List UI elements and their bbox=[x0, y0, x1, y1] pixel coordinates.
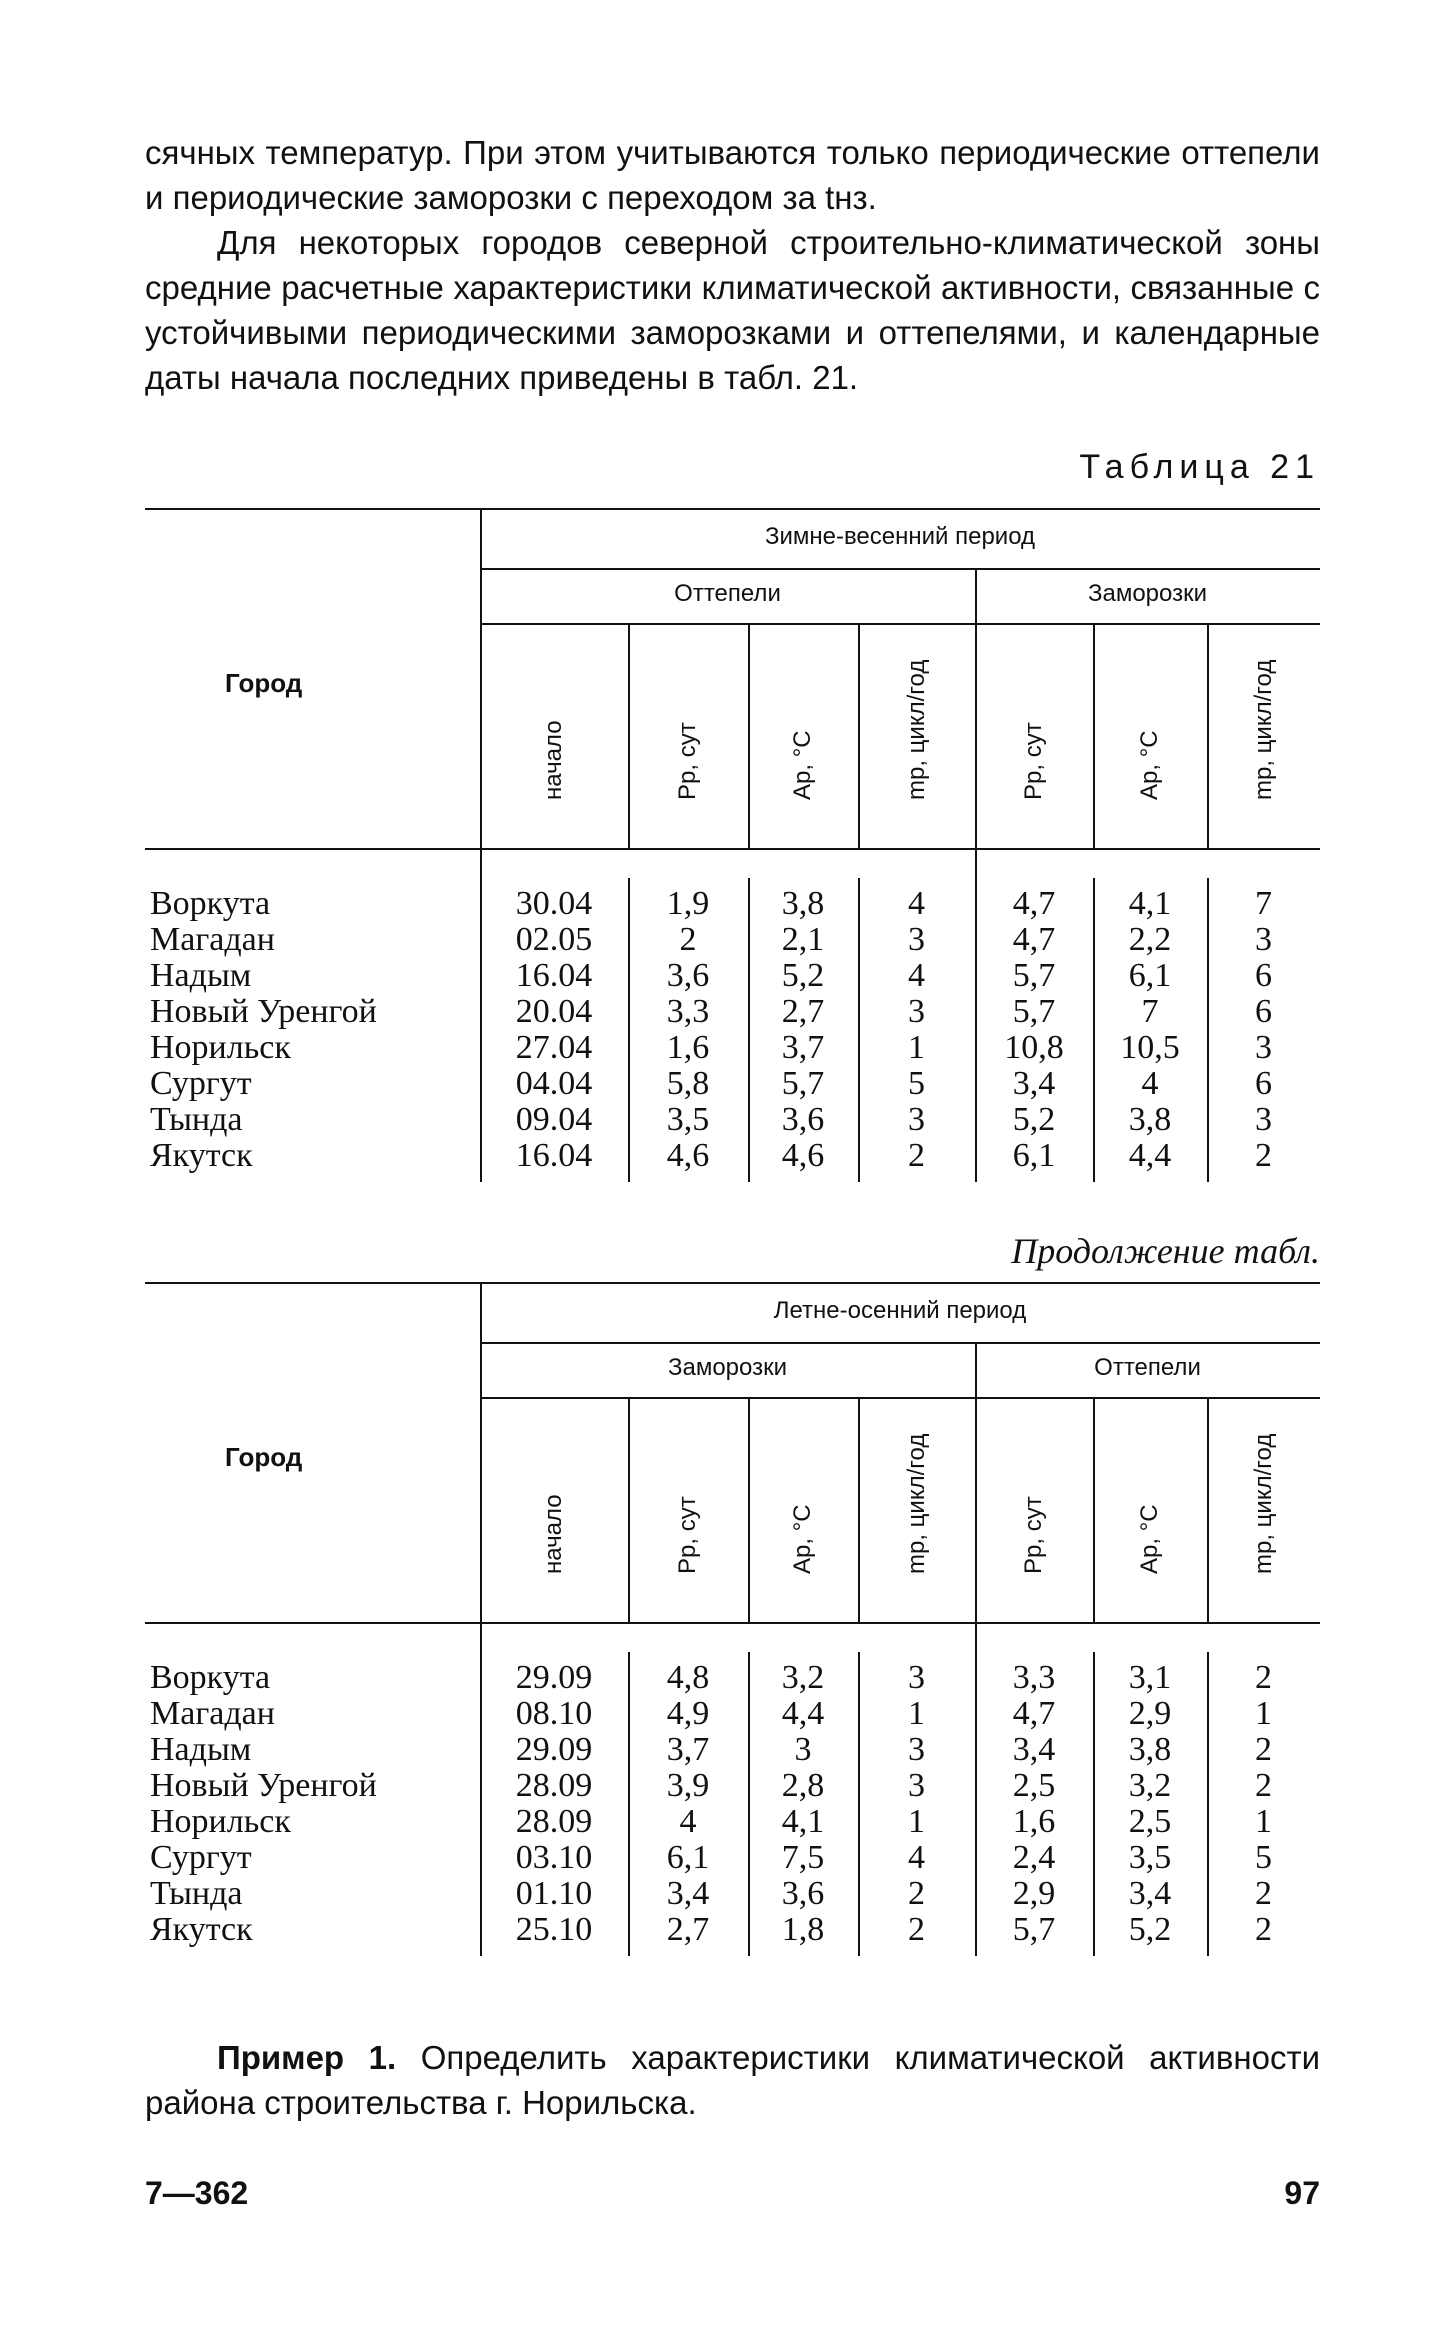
row-value: 16.04 bbox=[515, 1137, 593, 1174]
row-city: Норильск bbox=[150, 1803, 291, 1840]
row-value: 2 bbox=[1255, 1659, 1272, 1696]
column-header-label: mр, цикл/год bbox=[902, 1433, 930, 1574]
period-header: Зимне-весенний период bbox=[764, 523, 1036, 550]
column-header-3 bbox=[882, 638, 952, 828]
group1-header: Оттепели bbox=[674, 580, 781, 607]
column-header-4 bbox=[999, 638, 1069, 828]
column-divider-header bbox=[858, 1397, 860, 1622]
row-value: 2 bbox=[908, 1911, 925, 1948]
row-value: 25.10 bbox=[515, 1911, 593, 1948]
column-header-label: Pр, сут bbox=[674, 722, 701, 800]
column-header-6 bbox=[1229, 638, 1299, 828]
row-value: 16.04 bbox=[515, 957, 593, 994]
column-header-6 bbox=[1229, 1412, 1299, 1602]
row-value: 4 bbox=[908, 957, 925, 994]
row-value: 2 bbox=[679, 921, 697, 958]
row-city: Якутск bbox=[150, 1911, 253, 1948]
row-value: 3 bbox=[908, 921, 925, 958]
row-value: 4,1 bbox=[1128, 885, 1172, 922]
row-city: Магадан bbox=[150, 1695, 275, 1732]
row-value: 30.04 bbox=[515, 885, 593, 922]
row-value: 4 bbox=[679, 1803, 697, 1840]
row-value: 2,1 bbox=[781, 921, 825, 958]
row-value: 7 bbox=[1141, 993, 1159, 1030]
example-1 bbox=[145, 2035, 1320, 2125]
row-value: 10,5 bbox=[1120, 1029, 1180, 1066]
row-value: 6 bbox=[1255, 957, 1272, 994]
row-value: 3 bbox=[1255, 1101, 1272, 1138]
column-divider-header bbox=[1207, 1397, 1209, 1622]
row-value: 29.09 bbox=[515, 1731, 593, 1768]
column-header-5 bbox=[1115, 1412, 1185, 1602]
row-value: 1 bbox=[908, 1803, 925, 1840]
signature-mark: 7—362 bbox=[145, 2175, 249, 2211]
row-city: Магадан bbox=[150, 921, 275, 958]
row-value: 3 bbox=[794, 1731, 812, 1768]
table-21-continuation bbox=[145, 1282, 1320, 1948]
row-value: 2,2 bbox=[1128, 921, 1172, 958]
row-value: 3,6 bbox=[781, 1875, 825, 1912]
period-rule bbox=[480, 1342, 1320, 1344]
table-top-rule bbox=[145, 508, 1320, 510]
row-value: 1 bbox=[1255, 1803, 1272, 1840]
row-value: 3,4 bbox=[1128, 1875, 1172, 1912]
page-number: 97 bbox=[1284, 2175, 1320, 2211]
table-21-caption: Таблица 21 bbox=[1079, 448, 1320, 486]
row-value: 3,2 bbox=[781, 1659, 825, 1696]
row-value: 3,8 bbox=[1128, 1731, 1172, 1768]
row-value: 2,9 bbox=[1012, 1875, 1056, 1912]
row-value: 3,8 bbox=[781, 885, 825, 922]
row-value: 3 bbox=[908, 1101, 925, 1138]
row-value: 3 bbox=[908, 1767, 925, 1804]
row-value: 5,2 bbox=[1012, 1101, 1056, 1138]
column-header-3 bbox=[882, 1412, 952, 1602]
row-value: 2,5 bbox=[1012, 1767, 1056, 1804]
row-city: Новый Уренгой bbox=[150, 993, 377, 1030]
column-divider-header bbox=[748, 1397, 750, 1622]
row-value: 5 bbox=[1255, 1839, 1272, 1876]
column-divider-header bbox=[628, 623, 630, 848]
row-value: 3,4 bbox=[1012, 1065, 1056, 1102]
row-value: 4,4 bbox=[1128, 1137, 1172, 1174]
row-value: 3,6 bbox=[781, 1101, 825, 1138]
row-value: 03.10 bbox=[515, 1839, 593, 1876]
row-value: 3,7 bbox=[781, 1029, 825, 1066]
header-bottom-rule bbox=[145, 1622, 1320, 1624]
row-value: 4 bbox=[1141, 1065, 1159, 1102]
row-value: 3,1 bbox=[1128, 1659, 1172, 1696]
row-value: 6 bbox=[1255, 993, 1272, 1030]
row-value: 2 bbox=[1255, 1731, 1272, 1768]
row-value: 3,2 bbox=[1128, 1767, 1172, 1804]
row-value: 2,7 bbox=[666, 1911, 710, 1948]
row-value: 3,4 bbox=[1012, 1731, 1056, 1768]
row-value: 27.04 bbox=[515, 1029, 593, 1066]
group-rule bbox=[480, 1397, 1320, 1399]
row-value: 5,7 bbox=[1012, 1911, 1056, 1948]
row-value: 5,7 bbox=[781, 1065, 825, 1102]
row-value: 2 bbox=[1255, 1911, 1272, 1948]
row-value: 3,7 bbox=[666, 1731, 710, 1768]
city-column-header: Город bbox=[225, 668, 303, 698]
column-header-label: Aр, °С bbox=[789, 730, 816, 800]
row-city: Тында bbox=[150, 1101, 243, 1138]
period-rule bbox=[480, 568, 1320, 570]
row-value: 5 bbox=[908, 1065, 925, 1102]
row-value: 4,4 bbox=[781, 1695, 825, 1732]
row-value: 10,8 bbox=[1004, 1029, 1064, 1066]
row-value: 3 bbox=[908, 993, 925, 1030]
column-header-label: mр, цикл/год bbox=[1249, 659, 1277, 800]
group2-header: Оттепели bbox=[1094, 1354, 1201, 1381]
row-value: 4,9 bbox=[666, 1695, 710, 1732]
row-city: Воркута bbox=[150, 1659, 271, 1696]
row-value: 3 bbox=[908, 1659, 925, 1696]
column-header-2 bbox=[768, 1412, 838, 1602]
group2-header: Заморозки bbox=[1087, 580, 1208, 607]
row-value: 3,5 bbox=[1128, 1839, 1172, 1876]
row-value: 20.04 bbox=[515, 993, 593, 1030]
row-value: 04.04 bbox=[515, 1065, 593, 1102]
row-value: 6 bbox=[1255, 1065, 1272, 1102]
row-city: Надым bbox=[150, 1731, 252, 1768]
table-21 bbox=[145, 508, 1320, 1173]
row-value: 2 bbox=[1255, 1137, 1272, 1174]
row-value: 4,1 bbox=[781, 1803, 825, 1840]
row-value: 4,7 bbox=[1012, 1695, 1056, 1732]
row-value: 6,1 bbox=[666, 1839, 710, 1876]
row-value: 4,6 bbox=[781, 1137, 825, 1174]
row-city: Норильск bbox=[150, 1029, 291, 1066]
row-value: 28.09 bbox=[515, 1767, 593, 1804]
row-value: 02.05 bbox=[515, 921, 593, 958]
row-value: 3,5 bbox=[666, 1101, 710, 1138]
row-value: 1 bbox=[1255, 1695, 1272, 1732]
table-continuation-caption: Продолжение табл. bbox=[1011, 1231, 1320, 1271]
row-value: 08.10 bbox=[515, 1695, 593, 1732]
row-value: 3 bbox=[1255, 921, 1272, 958]
row-value: 3,9 bbox=[666, 1767, 710, 1804]
row-value: 1,6 bbox=[666, 1029, 710, 1066]
column-header-label: Pр, сут bbox=[1020, 722, 1047, 800]
row-value: 4 bbox=[908, 1839, 925, 1876]
row-value: 2 bbox=[1255, 1767, 1272, 1804]
example-text: Определить характеристики климатической активности района строительства г. Норильска. bbox=[145, 2039, 1321, 2121]
column-header-2 bbox=[768, 638, 838, 828]
row-value: 7,5 bbox=[781, 1839, 825, 1876]
row-value: 1 bbox=[908, 1029, 925, 1066]
period-header: Летне-осенний период bbox=[773, 1297, 1027, 1324]
row-value: 29.09 bbox=[515, 1659, 593, 1696]
row-value: 1,9 bbox=[666, 885, 710, 922]
city-column-header: Город bbox=[225, 1442, 303, 1472]
header-bottom-rule bbox=[145, 848, 1320, 850]
paragraph-2: Для некоторых городов северной строительно-климатической зоны средние расчетные характеристики климатической активности, связанные с устойчивыми периодическими заморозками и оттепелями, и календарные даты начала последних приведены в табл. 21. bbox=[145, 224, 1320, 396]
column-divider-header bbox=[1093, 623, 1095, 848]
row-city: Сургут bbox=[150, 1065, 252, 1102]
row-value: 2,8 bbox=[781, 1767, 825, 1804]
row-value: 2 bbox=[908, 1875, 925, 1912]
row-value: 4,8 bbox=[666, 1659, 710, 1696]
row-value: 6,1 bbox=[1128, 957, 1172, 994]
column-header-label: mр, цикл/год bbox=[1249, 1433, 1277, 1574]
column-header-label: Aр, °С bbox=[1136, 730, 1163, 800]
row-value: 2,5 bbox=[1128, 1803, 1172, 1840]
row-value: 2,9 bbox=[1128, 1695, 1172, 1732]
row-city: Якутск bbox=[150, 1137, 253, 1174]
row-value: 4,7 bbox=[1012, 885, 1056, 922]
paragraph-1: сячных температур. При этом учитываются только периодические оттепели и периодические заморозки с переходом за tнз. bbox=[145, 134, 1320, 216]
row-city: Новый Уренгой bbox=[150, 1767, 377, 1804]
row-value: 5,2 bbox=[1128, 1911, 1172, 1948]
row-value: 3 bbox=[908, 1731, 925, 1768]
row-value: 1,8 bbox=[781, 1911, 825, 1948]
row-city: Надым bbox=[150, 957, 252, 994]
row-value: 2 bbox=[908, 1137, 925, 1174]
column-divider-header bbox=[1207, 623, 1209, 848]
column-divider-header bbox=[628, 1397, 630, 1622]
column-divider-header bbox=[748, 623, 750, 848]
row-value: 2,4 bbox=[1012, 1839, 1056, 1876]
column-header-label: Pр, сут bbox=[1020, 1496, 1047, 1574]
column-header-1 bbox=[653, 1412, 723, 1602]
row-value: 6,1 bbox=[1012, 1137, 1056, 1174]
row-value: 5,8 bbox=[666, 1065, 710, 1102]
row-value: 3 bbox=[1255, 1029, 1272, 1066]
row-value: 01.10 bbox=[515, 1875, 593, 1912]
row-value: 28.09 bbox=[515, 1803, 593, 1840]
column-header-4 bbox=[999, 1412, 1069, 1602]
row-value: 4,7 bbox=[1012, 921, 1056, 958]
column-divider-header bbox=[858, 623, 860, 848]
column-header-0 bbox=[519, 1412, 589, 1602]
row-value: 3,3 bbox=[1012, 1659, 1056, 1696]
table-top-rule bbox=[145, 1282, 1320, 1284]
row-value: 1,6 bbox=[1012, 1803, 1056, 1840]
row-value: 3,4 bbox=[666, 1875, 710, 1912]
row-city: Тында bbox=[150, 1875, 243, 1912]
column-divider-header bbox=[1093, 1397, 1095, 1622]
row-value: 7 bbox=[1255, 885, 1272, 922]
row-value: 3,6 bbox=[666, 957, 710, 994]
column-header-label: Aр, °С bbox=[1136, 1504, 1163, 1574]
row-value: 2 bbox=[1255, 1875, 1272, 1912]
column-header-1 bbox=[653, 638, 723, 828]
group1-header: Заморозки bbox=[667, 1354, 788, 1381]
row-value: 2,7 bbox=[781, 993, 825, 1030]
row-value: 4,6 bbox=[666, 1137, 710, 1174]
row-city: Воркута bbox=[150, 885, 271, 922]
row-value: 5,2 bbox=[781, 957, 825, 994]
row-city: Сургут bbox=[150, 1839, 252, 1876]
column-header-label: Aр, °С bbox=[789, 1504, 816, 1574]
column-header-0 bbox=[519, 638, 589, 828]
column-header-label: начало bbox=[540, 1494, 567, 1574]
column-header-label: Pр, сут bbox=[674, 1496, 701, 1574]
row-value: 5,7 bbox=[1012, 957, 1056, 994]
example-label: Пример 1. bbox=[217, 2039, 397, 2076]
row-value: 4 bbox=[908, 885, 925, 922]
row-value: 5,7 bbox=[1012, 993, 1056, 1030]
row-value: 3,3 bbox=[666, 993, 710, 1030]
row-value: 1 bbox=[908, 1695, 925, 1732]
column-header-5 bbox=[1115, 638, 1185, 828]
group-rule bbox=[480, 623, 1320, 625]
row-value: 3,8 bbox=[1128, 1101, 1172, 1138]
column-header-label: начало bbox=[540, 720, 567, 800]
row-value: 09.04 bbox=[515, 1101, 593, 1138]
column-header-label: mр, цикл/год bbox=[902, 659, 930, 800]
